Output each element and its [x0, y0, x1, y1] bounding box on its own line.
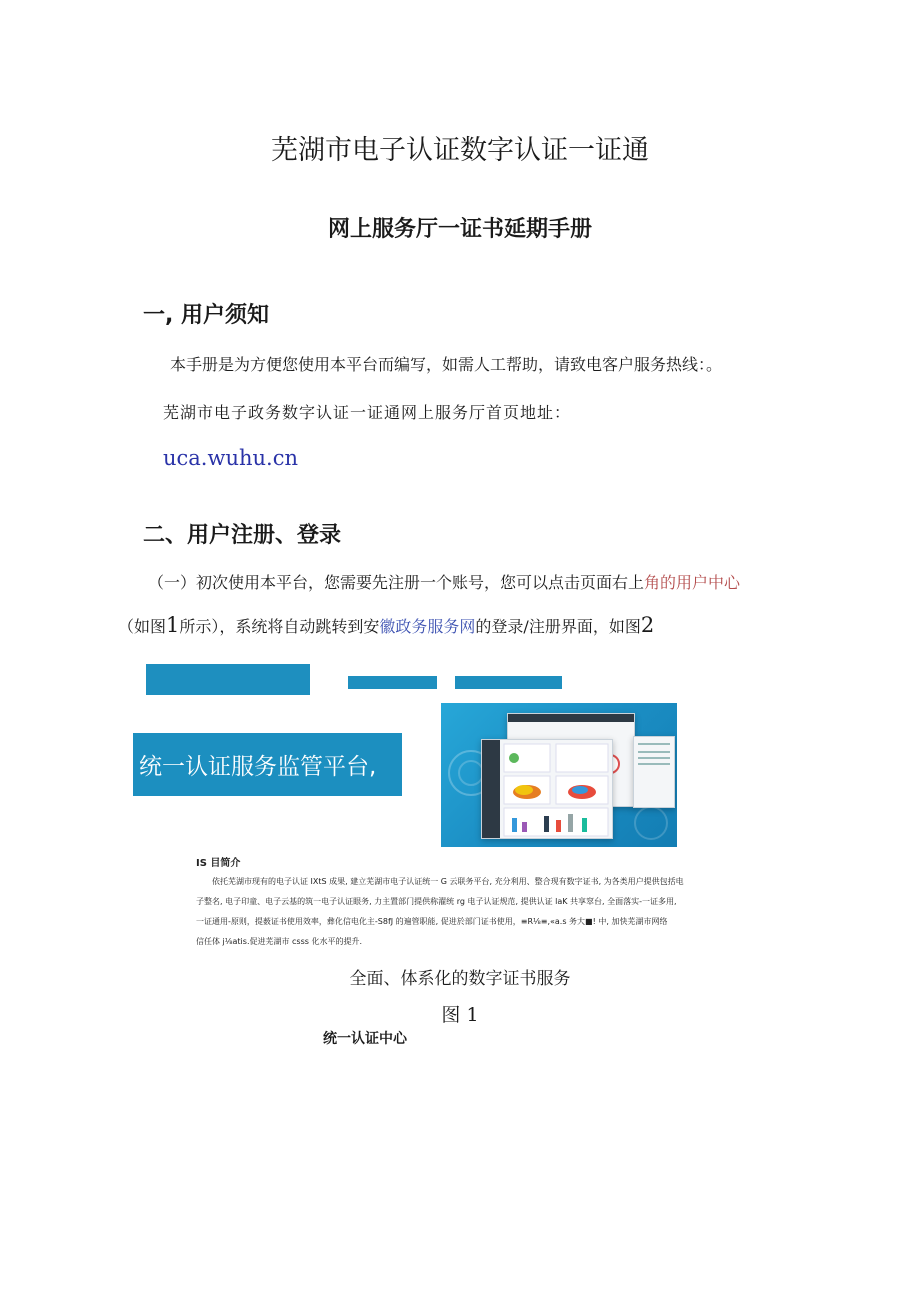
section1-para2: 芜湖市电子政务数字认证一证通网上服务厅首页地址：: [163, 403, 572, 422]
intro-line-2: 子整名, 电子印童、电子云基的筑一电子认证眼务, 力主置部门提供称濯统 rg 电子认证规范, 提供认证 laK 共享窣台, 全面落实-一证多用,: [196, 897, 677, 906]
intro-line-3: 一证通用-原则，提薮证书使用效率，彝化信电化主-S8fJ 的遍管职能, 促进於部门证书使用，≡R⅛≡,«a.s 务大■! 中, 加快芜湖市网络: [196, 917, 668, 926]
figure-bar-2: [348, 676, 437, 689]
user-center-link[interactable]: 角的用户中心: [644, 573, 741, 592]
section2-line1-text: （一）初次使用本平台，您需要先注册一个账号，您可以点击页面右上: [148, 573, 645, 592]
section2-line2: [118, 614, 654, 638]
platform-banner-text: 统一认证服务监管平台,: [139, 754, 377, 780]
anhui-gov-service-link[interactable]: 徽政务服务网: [379, 617, 476, 636]
section2-line2-text-a: （如图: [118, 617, 167, 636]
center-label: 统一认证中心: [323, 1031, 407, 1047]
section2-line1: [148, 572, 740, 594]
homepage-url-link[interactable]: uca.wuhu.cn: [163, 446, 298, 470]
intro-line-4: 信任体 j⅛atis.促进芜湖市 csss 化水平的提升.: [196, 937, 363, 946]
section1-para1: 本手册是为方便您使用本平台而编写，如需人工帮助，请致电客户服务热线：。: [170, 355, 723, 374]
figure-ref-number-2: 2: [640, 613, 655, 637]
back-window-titlebar: [508, 714, 634, 722]
section2-heading: 二、用户注册、登录: [143, 523, 342, 548]
figure-bar-1: [146, 664, 310, 695]
figure-ref-number: 1: [166, 613, 180, 637]
document-title: 芜湖市电子认证数字认证一证通: [271, 135, 649, 166]
intro-line-1: 依托芜湖市现有的电子认证 IXtS 成果, 建立芜湖市电子认证统一 G 云联务平台, 充分利用、整合现有数字证书, 为各类用户提供包括电: [212, 877, 684, 886]
figure-subcaption: 全面、体系化的数字证书服务: [349, 969, 571, 989]
dashboard-sidebar: [482, 740, 500, 838]
figure-bar-3: [455, 676, 562, 689]
dashboard-charts: [500, 740, 612, 838]
side-window: [633, 736, 675, 808]
platform-screenshot: [441, 703, 677, 847]
document-subtitle: 网上服务厅一证书延期手册: [327, 217, 592, 242]
figure-label: 图 1: [441, 1004, 479, 1026]
section1-heading: 一, 用户须知: [143, 303, 270, 328]
section2-line2-text-d: 的登录/注册界面，如图: [475, 617, 641, 636]
dashboard-window: [481, 739, 613, 839]
intro-label: IS 目简介: [196, 858, 241, 869]
platform-banner: [133, 733, 402, 796]
section2-line2-text-b: 所示），系统将自动跳转到安: [179, 617, 380, 636]
